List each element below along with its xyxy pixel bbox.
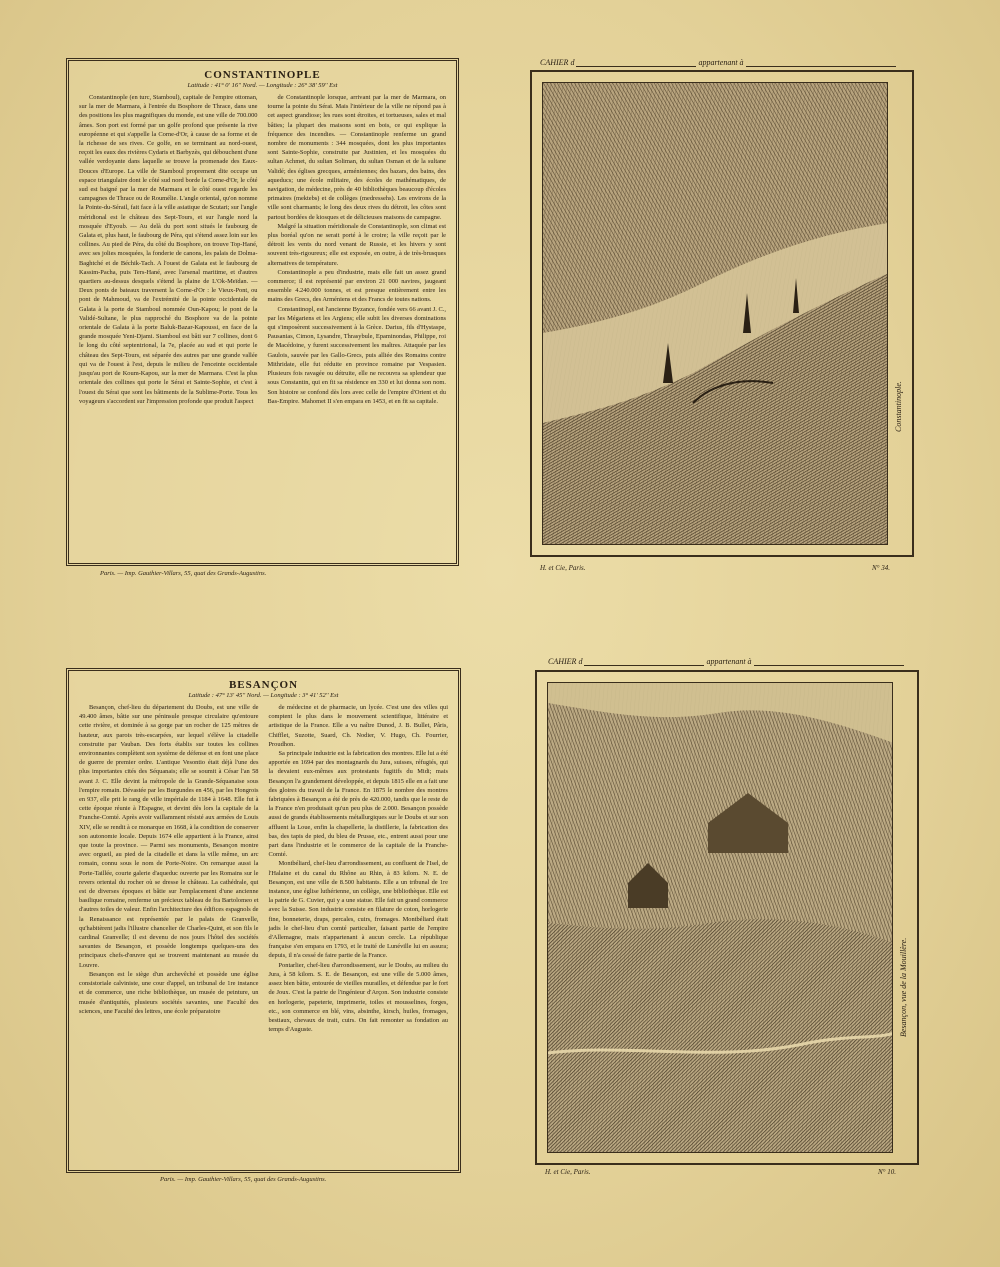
owner-name-blank — [754, 665, 904, 666]
paragraph: Constantinople (en turc, Stamboul), capitale de l'empire ottoman, sur la mer de Marmara, à l'entrée du Bosphore de Thrace, dans une des positions les plus magnifiques du monde, est une ville de 700.000 âmes. Son port est formé par un golfe profond que présente la rive européenne et qui s'appelle la Corne-d'Or, à cause de sa forme et de la richesse de ses rives. Ce golfe, en se terminant au nord-ouest, reçoit les eaux des rivières Cydaris et Barbyzès, qui débouchent d'une vallée verdoyante dans laquelle se trouve la promenade des Eaux-Douces d'Europe. La ville de Stamboul proprement dite occupe un espace triangulaire dont le côté sud nord borde la Corne-d'Or, le côté sud est baigné par la mer de Marmara et le côté ouest regarde les campagnes de Thrace ou de Roumélie. L'angle oriental, qu'on nomme la Pointe-du-Sérail, fait face à la ville asiatique de Scutari; sur l'angle méridional est le château des Sept-Tours, et sur l'angle nord la mosquée d'Eyoub. — Au delà du port sont situés le faubourg de Galata et, plus haut, le faubourg de Péra, qui s'étend assez loin sur les collines. Au pied de Péra, du côté du Bosphore, on trouve Top-Hané, avec ses jolies mosquées, la fonderie de canons, les palais de Dolma-Baghtché et de Béchik-Tach. A l'ouest de Galata est le faubourg de Kassim-Pacha, puis Ters-Hané, avec l'arsenal maritime, et d'autres quartiers au-dessus desquels s'étend la plaine de L'Ok-Meïdan. — Deux ponts de bateaux traversent la Corne-d'Or : le Vieux-Pont, ou pont de Mahmoud, va de l'extrémité de la pointe occidentale de Galata à la porte de Stamboul nommée Oun-Kapou; le pont de la Validé-Sultane, le plus rapproché du Bosphore va de la pointe orientale de Galata à la porte Baluk-Bazar-Kapoussi, en face de la grande mosquée Yeni-Djami. Stamboul est bâti sur 7 collines, dont 6 le long du côté septentrional, la 7e, placée au sud et qui porte le château des Sept-Tours, est séparée des autres par une grande vallée qui va de l'ouest à l'est, depuis le milieu de l'enceinte occidentale jusqu'au port de Koum-Kapou, sur la mer de Marmara. C'est la plus orientale des collines qui porte le Sérai et Sainte-Sophie, et c'est à l'ouest du Sérai que sont les bâtiments de la Sublime-Porte. Tous les voyageurs s'accordent sur l'impression profonde que produit l'aspect — [79, 94, 258, 405]
engraving-landscape-icon — [548, 683, 893, 1153]
plate-number: N° 10. — [878, 1168, 896, 1176]
panel-coordinates: Latitude : 41° 0' 16'' Nord. — Longitude : 26° 38' 59'' Est — [187, 82, 338, 89]
paragraph: Malgré la situation méridionale de Constantinople, son climat est plus boréal qu'on ne serait porté à le croire; la ville reçoit par le détroit les vents du nord venant de Russie, et les hivers y sont souvent très-rigoureux; elle est exposée, en outre, à de très-brusques alternatives de température. — [267, 222, 446, 267]
text-columns — [79, 703, 448, 1034]
cahier-label: CAHIER d — [540, 58, 575, 67]
paragraph: de Constantinople lorsque, arrivant par la mer de Marmara, on tourne la pointe du Sérai. Mais l'intérieur de la ville ne répond pas à cet aspect grandiose; les rues sont étroites, et tortueuses, sales et mal bâties; la plupart des maisons sont en bois, ce qui explique la fréquence des incendies. — Constantinople renferme un grand nombre de monuments : 344 mosquées, dont les plus importantes sont Sainte-Sophie, construite par Justinien, et les mosquées du sultan Achmet, du sultan Soliman, du sultan Osman et de la sultane Validé; des églises grecques, arméniennes; des bazars, des bains, des aqueducs; une école militaire, des écoles de mathématiques, de navigation, de médecine, près de 40 bibliothèques beaucoup d'écoles primaires (mektebs) et de collèges (medressehs). Les environs de la ville sont charmants; le long des deux rives du détroit, les côtes sont partout bordées de kiosques et de délicieuses maisons de campagne. — [267, 94, 446, 221]
paragraph: Constantinople a peu d'industrie, mais elle fait un assez grand commerce; il est représenté par environ 21 000 navires, jaugeant ensemble 4.240.000 tonnes, et est presque entièrement entre les mains des Grecs, des Arméniens et des Francs de toutes nations. — [267, 268, 446, 304]
text-column-left — [79, 93, 258, 406]
paragraph: Montbéliard, chef-lieu d'arrondissement, au confluent de l'Isel, de l'Halaine et du canal du Rhône au Rhin, à 83 kilom. N. E. de Besançon, est une ville de 8.500 habitants. Elle a un tribunal de 1re instance, une église luthérienne, un collège, une bibliothèque. Elle est la patrie de G. Cuvier, qui y a une statue. Elle fait un grand commerce avec la Suisse. Son industrie consiste en filature de coton, horlogerie fine, bonneterie, draps, percales, cuirs, fromages. Montbéliard était jadis le chef-lieu d'un comté particulier, faisant partie de l'empire d'Allemagne, mais n'appartenant à aucun cercle. La république française s'en empara en 1793, et le traité de Lunéville lui en assura; depuis, il n'a cessé de faire partie de la France. — [268, 860, 448, 960]
paragraph: Constantinopl, est l'ancienne Byzance, fondée vers 66 avant J. C., par les Mégariens et les Argiens; elle subit les diverses dominations qui s'imposèrent successivement à la Grèce. Darius, fils d'Hystaspe, Pausanias, Cimon, Lysandre, Thrasybule, Epaminondas, Philippe, roi de Macédoine, y furent successivement les maîtres. Attaquée par les Gaulois, sauvée par les Gallo-Grecs, puis alliée des Romains contre Mithridate, elle fut réduite en province romaine par Vespasien. Plusieurs fois ravagée ou détruite, elle ne recouvra sa splendeur que sous Constantin, qui en fit sa résidence en 330 et lui donna son nom. Son histoire se confond dès lors avec celle de l'empire d'Orient et du Bas-Empire. Mahomet II s'en empara en 1453, et en fit sa capitale. — [267, 305, 446, 405]
cahier-line — [540, 58, 896, 67]
plate-publisher: H. et Cie, Paris. — [545, 1168, 591, 1176]
besancon-text-panel — [66, 668, 461, 1173]
cahier-line — [548, 657, 904, 666]
plate-number: N° 34. — [872, 564, 890, 572]
owner-name-blank — [746, 66, 896, 67]
paragraph: Sa principale industrie est la fabrication des montres. Elle lui a été apportée en 1694 par des montagnards du Jura, suisses, réfugiés, qui la devaient eux-mêmes aux protestants fugitifs du Midi; mais Besançon l'a grandement développée, et depuis 1815 elle en a fait une des gloires du travail de la France. En 1875 le nombre des montres fabriquées à Besançon a été de près de 420.000, tandis que le reste de la France n'en produisait qu'un peu plus de 2.000. Besançon possède aussi de grands établissements métallurgiques sur le Doubs et sur son affluent la Loue, enfin la chapellerie, la distillerie, la fabrication des bas, des tapis de pied, du bleu de Prusse, etc., entrent aussi pour une part dans l'industrie et le commerce de la capitale de la Franche-Comté. — [268, 750, 448, 859]
paragraph: de médecine et de pharmacie, un lycée. C'est une des villes qui comptent le plus dans le mouvement scientifique, littéraire et artistique de la France. Elle a vu naître Dunod, J. B. Bullet, Pâris, Chifflet, Suzotte, Suard, Ch. Nodier, V. Hugo, Ch. Fourrier, Proudhon. — [268, 704, 448, 748]
plate-caption: Constantinople. — [894, 381, 903, 432]
constantinople-engraving — [542, 82, 888, 545]
panel-coordinates: Latitude : 47° 13' 45'' Nord. — Longitude : 3° 41' 52'' Est — [188, 692, 339, 699]
constantinople-text-panel — [66, 58, 459, 566]
besancon-plate-frame — [535, 670, 919, 1165]
text-column-right — [269, 703, 449, 1034]
printer-imprint: Paris. — Imp. Gauthier-Villars, 55, quai des Grands-Augustins. — [100, 570, 267, 577]
text-column-left — [79, 703, 259, 1034]
appartenant-label: appartenant à — [706, 657, 752, 666]
text-columns — [79, 93, 446, 406]
owner-blank — [584, 665, 704, 666]
paragraph: Pontarlier, chef-lieu d'arrondissement, sur le Doubs, au milieu du Jura, à 58 kilom. S. E. de Besançon, est une ville de 5.000 âmes, assez bien bâtie, entourée de vieilles murailles, et défendue par le fort de Joux. C'est la patrie de l'ingénieur d'Arçon. Son industrie consiste en horlogerie, papeterie, imprimerie, toiles et mousselines, forges, etc., son commerce en blé, vins, absinthe, kirsch, huiles, fromages, bestiaux, chevaux de trait, cuirs. On fait remonter sa fondation au temps d'Auguste. — [268, 961, 448, 1034]
text-column-right — [268, 93, 447, 406]
engraving-landscape-icon — [543, 83, 888, 545]
printer-imprint: Paris. — Imp. Gauthier-Villars, 55, quai des Grands-Augustins. — [160, 1176, 327, 1183]
paragraph: Besançon, chef-lieu du département du Doubs, est une ville de 49.400 âmes, bâtie sur une péninsule presque circulaire qu'entoure cette rivière, et dominée à sa gorge par un rocher de 125 mètres de hauteur, aux parois très-escarpées, sur lequel s'élève la citadelle construite par Vauban. Des forts établis sur toutes les collines environnantes complètent son système de défense et en font une place de guerre de premier ordre. L'antique Vesontio était déjà l'une des plus importantes cités des Séquanais; elle se soumit à César l'an 58 avant J. C. Elle devint la métropole de la Grande-Séquanaise sous l'empire romain. Dévastée par les Burgundes en 456, par les Hongrois en 937, elle prit le rang de ville impériale de 1184 à 1648. Elle fut à cette époque réunie à l'Espagne, et devint dès lors la capitale de la Franche-Comté. Après avoir vaillamment résisté aux armées de Louis XIV, elle se rendit à ce monarque en 1668, à la condition de conserver son autonomie locale. Depuis 1674 elle appartient à la France, ainsi que toute la province. — Parmi ses monuments, Besançon montre avec orgueil, au pied de la citadelle et dans la ville même, un arc romain, connu sous le nom de Porte-Noire. On remarque aussi la Porte-Taillée, courte galerie d'aqueduc ouverte par les Romains sur le revers oriental du rocher où se dresse le château. La cathédrale, qui est de diverses époques et bâtie sur l'emplacement d'une ancienne basilique romaine, renferme un précieux tableau de fra Bartolomeo et d'autres toiles de valeur. Enfin l'architecture des édifices espagnols de la Renaissance est représentée par le palais de Granvelle, qu'habitèrent jadis l'illustre chancelier de Charles-Quint, et son fils le cardinal Granvelle; il est devenu de nos jours l'hôtel des sociétés savantes de Besançon, et possède longtemps quelques-uns des principaux chefs-d'œuvre qui se trouvent maintenant au musée du Louvre. — [79, 704, 259, 969]
panel-title: CONSTANTINOPLE — [204, 69, 321, 81]
appartenant-label: appartenant à — [698, 58, 744, 67]
cahier-label: CAHIER d — [548, 657, 583, 666]
besancon-engraving — [547, 682, 893, 1153]
owner-blank — [576, 66, 696, 67]
plate-caption: Besançon, vue de la Mouillère. — [899, 937, 908, 1037]
paragraph: Besançon est le siège d'un archevêché et possède une église consistoriale calviniste, une cour d'appel, un tribunal de 1re instance et de commerce, une riche bibliothèque, un musée de peinture, un musée d'antiquités, plusieurs sociétés savantes, une Faculté des sciences, une Faculté des lettres, une école préparatoire — [79, 970, 259, 1015]
panel-title: BESANÇON — [228, 679, 299, 691]
plate-publisher: H. et Cie, Paris. — [540, 564, 586, 572]
constantinople-plate-frame — [530, 70, 914, 557]
